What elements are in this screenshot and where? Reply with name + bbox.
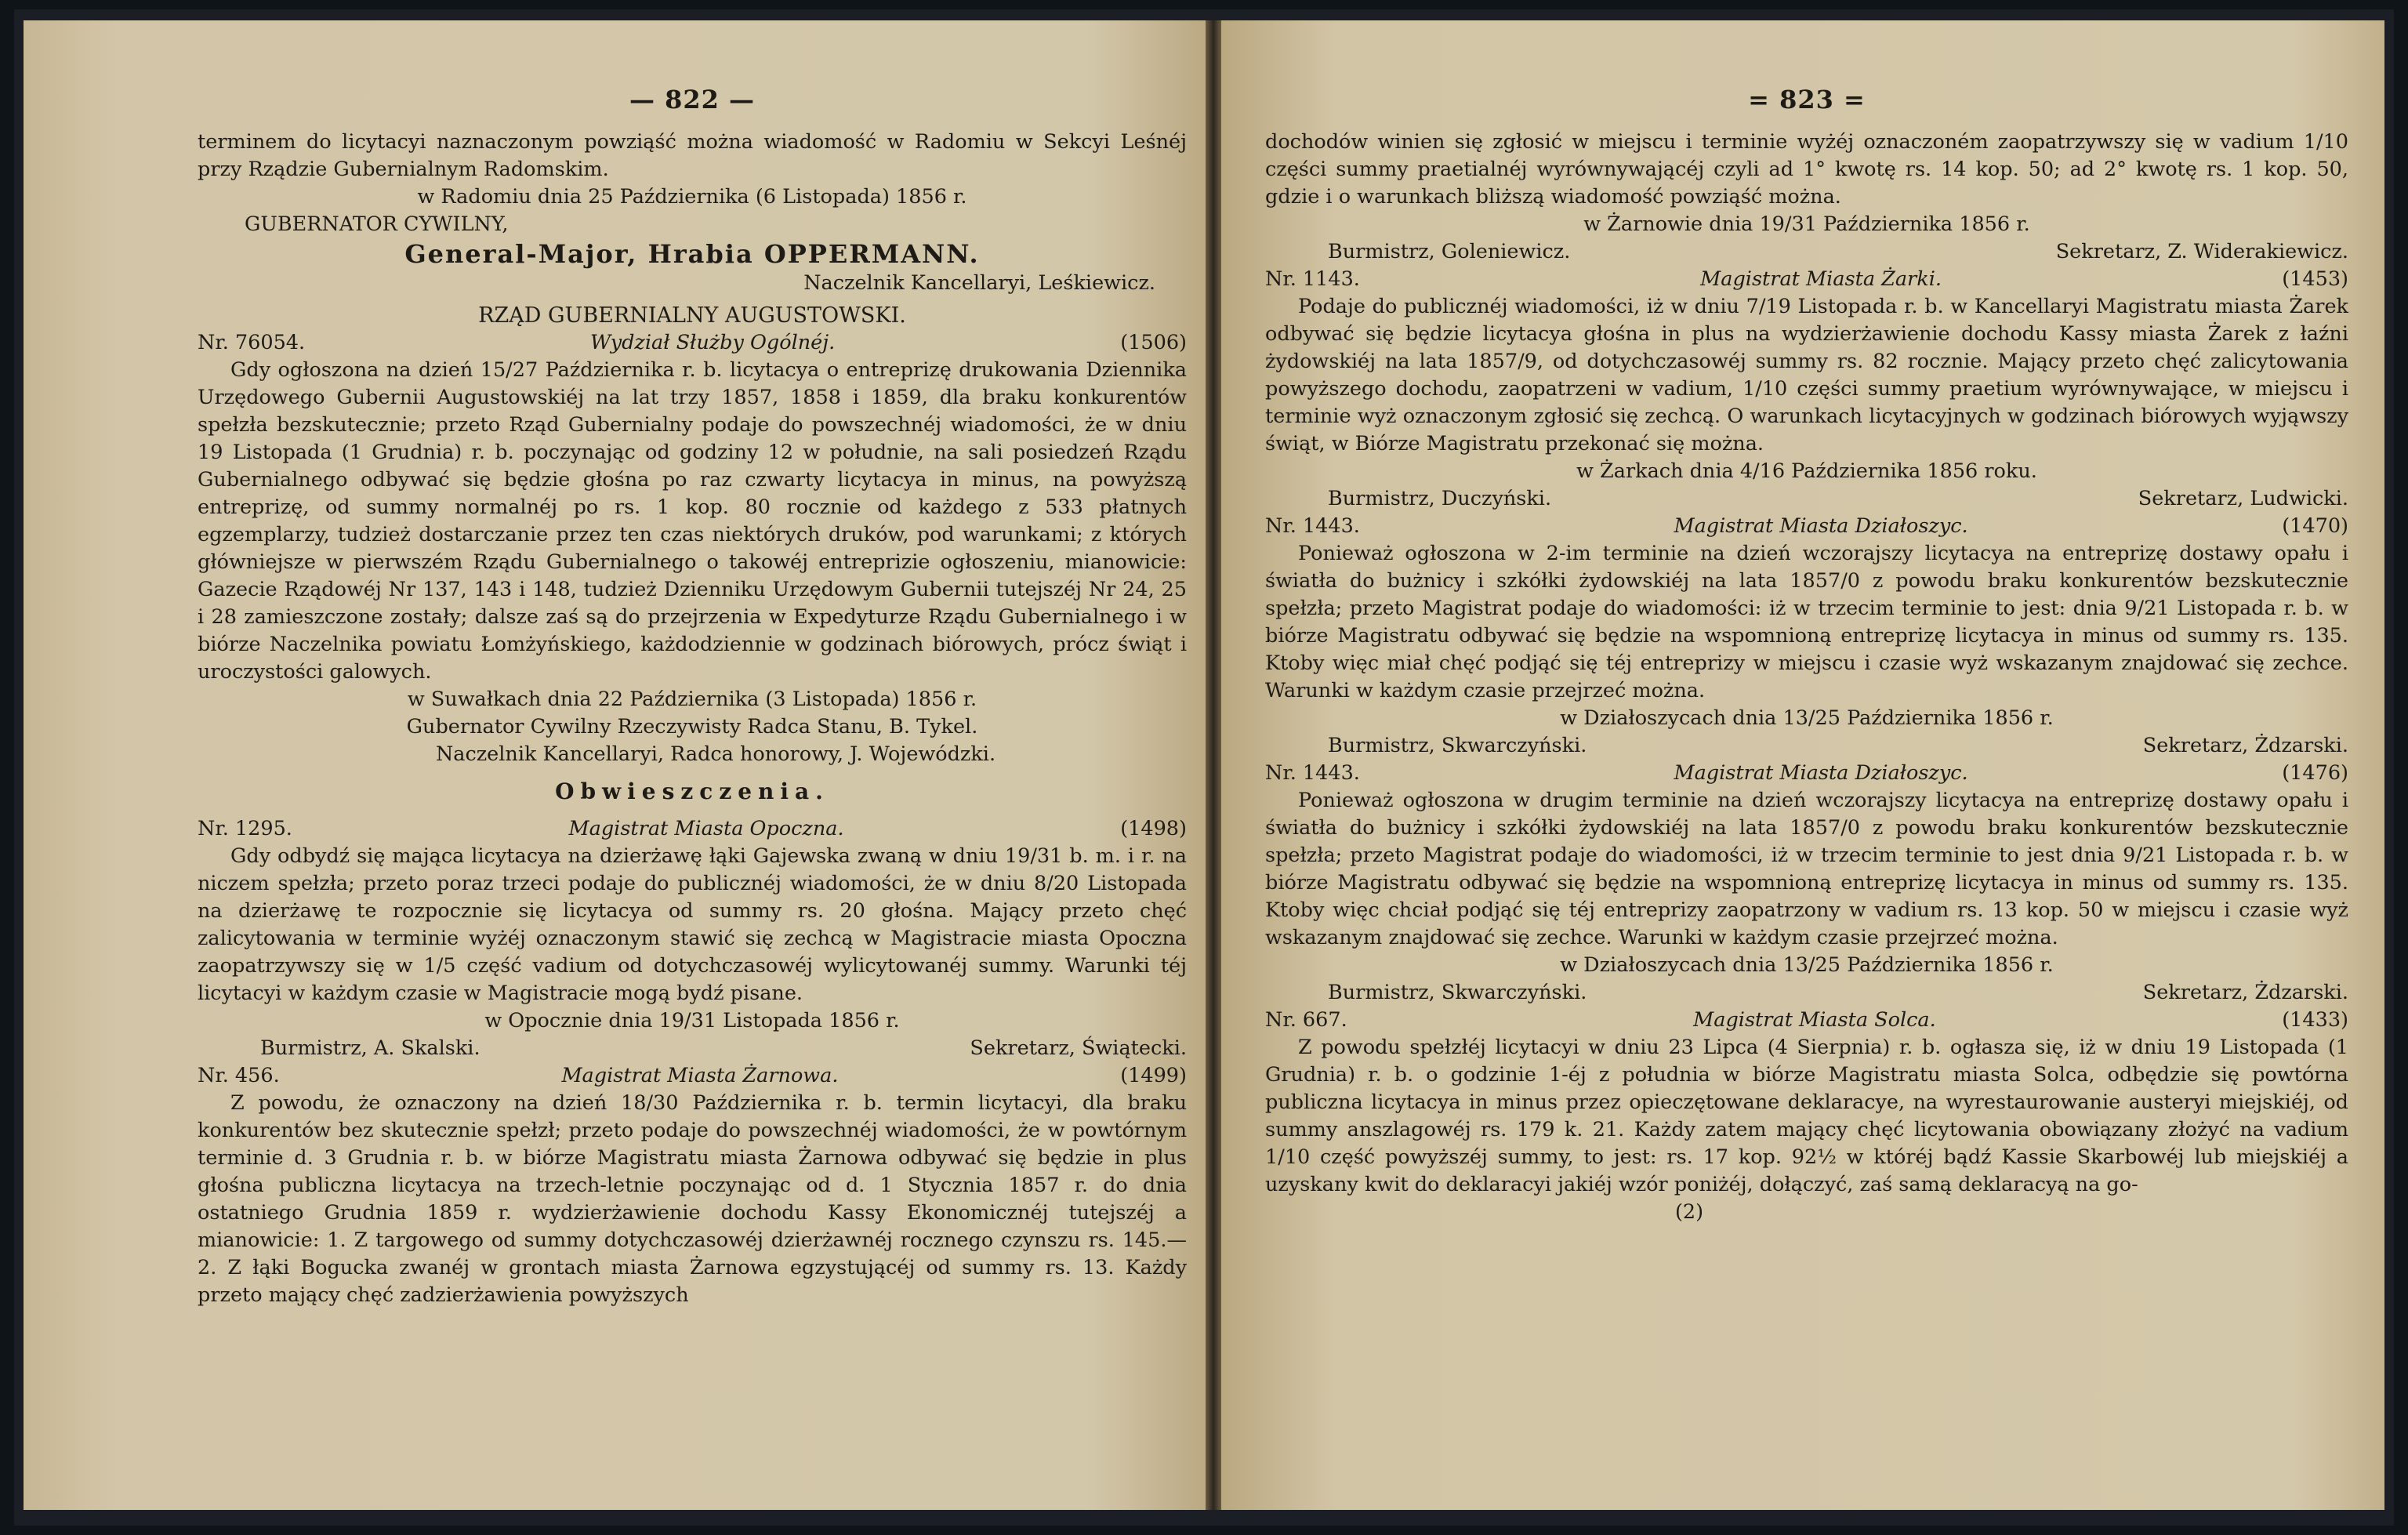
notice-number: Nr. 456. bbox=[198, 1064, 280, 1087]
notice-date-1470: w Działoszycach dnia 13/25 Października 1856 r. bbox=[1560, 706, 2054, 730]
notice-body-1453: Podaje do publicznéj wiadomości, iż w dniu 7/19 Listopada r. b. w Kancellaryi Magistratu miasta Żarek odbywać się będzie licytacya głośna in plus na wydzierżawienie dochodu Kassy miasta Żarek z łaźni żydowskiéj na lata 1857/9, od dotychczasowéj summy rs. 82 rocznie. Mający przeto chęć zalicytowania powyższego dochodu, zaopatrzeni w vadium, 1/10 części summy praetium wyrównywające, w miejscu i terminie wyż oznaczonym zgłosić się zechcą. O warunkach licytacyjnych w godzinach biórowych wyjąwszy świąt, w Biórze Magistratu przekonać się można. bbox=[1265, 295, 2348, 455]
notice-body-1470: Ponieważ ogłoszona w 2-im terminie na dzień wczorajszy licytacya na entreprizę dostawy opału i światła do bużnicy i szkółki żydowskiéj na lata 1857/0 z powodu braku konkurentów bezskutecznie spełzła; przeto Magistrat podaje do wiadomości: iż w trzecim terminie to jest: dnia 9/21 Listopada r. b. w biórze Magistratu odbywać się będzie na wspomnioną entreprizę licytacya in minus od summy rs. 135. Ktoby więc miał chęć podjąć się téj entreprizy w miejscu i czasie wyż wskazanym znajdować się zechce. Warunki w każdym czasie przejrzeć można. bbox=[1265, 542, 2348, 702]
notice-body-1499: Z powodu, że oznaczony na dzień 18/30 Października r. b. termin licytacyi, dla braku konkurentów bez skutecznie spełzł; przeto podaje do powszechnéj wiadomości, że w powtórnym terminie d. 3 Grudnia r. b. w biórze Magistratu miasta Żarnowa odbywać się będzie in plus głośna publiczna licytacya na trzech-letnie poczynając od d. 1 Stycznia 1857 r. do dnia ostatniego Grudnia 1859 r. wydzierżawienie dochodu Kassy Ekonomicznéj tutejszéj a mianowicie: 1. Z targowego od summy dotychczasowéj dzierżawnéj rocznego czynszu rs. 145.—2. Z łąki Bogucka zwanéj w grontach miasta Żarnowa egzystującéj od summy rs. 13. Każdy przeto mający chęć zadzierżawienia powyższych bbox=[198, 1091, 1187, 1307]
notice-sigs-1476 bbox=[1265, 979, 2348, 1007]
notice-code: (1498) bbox=[1120, 817, 1187, 840]
rzad-heading: RZĄD GUBERNIALNY AUGUSTOWSKI. bbox=[478, 303, 906, 328]
intro-sigs bbox=[1265, 238, 2348, 266]
notice-sigs-1453 bbox=[1265, 485, 2348, 513]
notice-dept: Magistrat Miasta Opoczna. bbox=[568, 817, 844, 840]
burmistrz: Burmistrz, Skwarczyński. bbox=[1328, 981, 1587, 1004]
notice-code: (1499) bbox=[1120, 1064, 1187, 1087]
notice-body-1476: Ponieważ ogłoszona w drugim terminie na dzień wczorajszy licytacya na entreprizę dostawy opału i światła do bużnicy i szkółki żydowskiéj na lata 1857/0 z powodu braku konkurentów bezskutecznie spełzła; przeto Magistrat podaje do wiadomości, iż w trzecim terminie to jest dnia 9/21 Listopada r. b. w biórze Magistratu odbywać się będzie na wspomnioną entreprizę licytacya in minus od summy rs. 135. Ktoby więc chciał podjąć się téj entreprizy zaopatrzony w vadium rs. 13 kop. 50 w miejscu i czasie wyż wskazanym znajdować się zechce. Warunki w każdym czasie przejrzeć można. bbox=[1265, 789, 2348, 949]
notice-body-1498: Gdy odbydź się mająca licytacya na dzierżawę łąki Gajewska zwaną w dniu 19/31 b. m. i r. na niczem spełzła; przeto poraz trzeci podaje do publicznéj wiadomości, że w dniu 8/20 Listopada na dzierżawę te rozpocznie się licytacya od summy rs. 20 głośna. Mający przeto chęć zalicytowania w terminie wyżéj oznaczonym stawić się zechcą w Magistracie miasta Opoczna zaopatrzywszy się w 1/5 część vadium od dotychczasowéj wylicytowanéj summy. Warunki téj licytacyi w każdym czasie w Magistracie mogą bydź pisane. bbox=[198, 844, 1187, 1005]
right-page bbox=[1221, 20, 2384, 1510]
governor-title: GUBERNATOR CYWILNY, bbox=[245, 212, 509, 236]
notice-number: Nr. 1443. bbox=[1265, 514, 1360, 538]
notice-body-1433: Z powodu spełzłéj licytacyi w dniu 23 Lipca (4 Sierpnia) r. b. ogłasza się, iż w dniu 19 Listopada (1 Grudnia) r. b. o godzinie 1-éj z południa w biórze Magistratu miasta Solca, odbędzie się powtórna publiczna licytacya in minus przez opieczętowane deklaracye, na wyrestaurowanie austeryi miejskiéj, od summy anszlagowéj rs. 179 k. 21. Każdy zatem mający chęć licytowania obowiązany złożyć na vadium 1/10 część powyższéj summy, to jest: rs. 17 kop. 92½ w któréj bądź Kassie Skarbowéj lub miejskiéj a uzyskany kwit do deklaracyi jakiéj wzór poniżéj, dołączyć, zaś samą deklaracyą na go- bbox=[1265, 1036, 2348, 1196]
notice-sig2-1506: Naczelnik Kancellaryi, Radca honorowy, J. Wojewódzki. bbox=[435, 742, 996, 766]
intro-text: dochodów winien się zgłosić w miejscu i terminie wyżéj oznaczoném zaopatrzywszy się w vadium 1/10 części summy praetialnéj wyrównywającéj czyli ad 1° kwotę rs. 14 kop. 50; ad 2° kwotę rs. 1 kop. 50, gdzie i o warunkach bliższą wiadomość powziąść można. bbox=[1265, 130, 2348, 209]
notice-sigs-1498 bbox=[198, 1035, 1187, 1062]
notice-head-1470 bbox=[1265, 513, 2348, 540]
governor-name: General-Major, Hrabia OPPERMANN. bbox=[404, 239, 980, 269]
notice-head-1498 bbox=[198, 815, 1187, 843]
notice-head-1476 bbox=[1265, 760, 2348, 787]
notice-date-1476: w Działoszycach dnia 13/25 Października 1856 r. bbox=[1560, 953, 2054, 977]
notice-sig1-1506: Gubernator Cywilny Rzeczywisty Radca Stanu, B. Tykel. bbox=[406, 715, 978, 738]
left-page bbox=[24, 20, 1206, 1510]
book-spread bbox=[14, 9, 2394, 1526]
notice-body-1506: Gdy ogłoszona na dzień 15/27 Października r. b. licytacya o entreprizę drukowania Dziennika Urzędowego Gubernii Augustowskiéj na lat trzy 1857, 1858 i 1859, dla braku konkurentów spełzła bezskutecznie; przeto Rząd Gubernialny podaje do powszechnéj wiadomości, że w dniu 19 Listopada (1 Grudnia) r. b. poczynając od godziny 12 w południe, na sali posiedzeń Rządu Gubernialnego odbywać się będzie głośna po raz czwarty licytacya in minus, na powyższą entreprizę, od summy normalnéj po rs. 1 kop. 80 rocznie od każdego z 533 płatnych egzemplarzy, tudzież dostarczanie przez ten czas niektórych druków, pod warunkami; z których główniejsze w pierwszém Rządu Gubernialnego o takowéj entreprizie ogłoszeniu, mianowicie: Gazecie Rządowéj Nr 137, 143 i 148, tudzież Dzienniku Urzędowym Gubernii tutejszéj Nr 24, 25 i 28 zamieszczone zostały; dalsze zaś są do przejrzenia w Expedyturze Rządu Gubernialnego i w biórze Naczelnika powiatu Łomżyńskiego, każdodziennie w godzinach biórowych, prócz świąt i uroczystości galowych. bbox=[198, 358, 1187, 684]
notice-date-1498: w Opocznie dnia 19/31 Listopada 1856 r. bbox=[484, 1009, 900, 1032]
burmistrz: Burmistrz, A. Skalski. bbox=[260, 1036, 481, 1060]
notice-code: (1433) bbox=[2282, 1008, 2348, 1032]
notice-number: Nr. 1295. bbox=[198, 817, 292, 840]
intro-date: w Radomiu dnia 25 Października (6 Listopada) 1856 r. bbox=[417, 185, 967, 209]
notice-dept: Magistrat Miasta Żarki. bbox=[1700, 267, 1942, 291]
sekretarz: Sekretarz, Świątecki. bbox=[970, 1036, 1187, 1060]
intro-date: w Żarnowie dnia 19/31 Października 1856 r. bbox=[1583, 212, 2030, 236]
notice-number: Nr. 1443. bbox=[1265, 761, 1360, 785]
section-heading: Obwieszczenia. bbox=[555, 778, 829, 804]
notice-dept: Magistrat Miasta Działoszyc. bbox=[1674, 761, 1968, 785]
notice-dept: Wydział Służby Ogólnéj. bbox=[590, 331, 836, 354]
book-gutter bbox=[1206, 20, 1221, 1510]
notice-head-1499 bbox=[198, 1062, 1187, 1090]
notice-date-1453: w Żarkach dnia 4/16 Października 1856 roku. bbox=[1576, 459, 2037, 483]
notice-number: Nr. 667. bbox=[1265, 1008, 1347, 1032]
notice-head-1506 bbox=[198, 329, 1187, 357]
notice-number: Nr. 1143. bbox=[1265, 267, 1360, 291]
notice-date-1506: w Suwałkach dnia 22 Października (3 Listopada) 1856 r. bbox=[407, 688, 977, 711]
notice-head-1433 bbox=[1265, 1007, 2348, 1034]
notice-sigs-1470 bbox=[1265, 732, 2348, 760]
sekretarz: Sekretarz, Żdzarski. bbox=[2142, 981, 2348, 1004]
notice-code: (1470) bbox=[2282, 514, 2348, 538]
notice-code: (1506) bbox=[1120, 331, 1187, 354]
right-page-number: = 823 = bbox=[1748, 85, 1866, 114]
notice-code: (1453) bbox=[2282, 267, 2348, 291]
notice-dept: Magistrat Miasta Solca. bbox=[1693, 1008, 1936, 1032]
sekretarz: Sekretarz, Ludwicki. bbox=[2138, 487, 2348, 510]
burmistrz: Burmistrz, Skwarczyński. bbox=[1328, 734, 1587, 757]
sekretarz: Sekretarz, Z. Widerakiewicz. bbox=[2055, 240, 2348, 263]
left-page-number: — 822 — bbox=[629, 85, 756, 114]
notice-dept: Magistrat Miasta Działoszyc. bbox=[1674, 514, 1968, 538]
signature-mark: (2) bbox=[1674, 1200, 1704, 1224]
sekretarz: Sekretarz, Żdzarski. bbox=[2142, 734, 2348, 757]
chancellery-signature: Naczelnik Kancellaryi, Leśkiewicz. bbox=[803, 271, 1155, 295]
intro-text: terminem do licytacyi naznaczonym powziąść można wiadomość w Radomiu w Sekcyi Leśnéj przy Rządzie Gubernialnym Radomskim. bbox=[198, 130, 1187, 181]
notice-dept: Magistrat Miasta Żarnowa. bbox=[561, 1064, 839, 1087]
notice-code: (1476) bbox=[2282, 761, 2348, 785]
notice-number: Nr. 76054. bbox=[198, 331, 306, 354]
burmistrz: Burmistrz, Duczyński. bbox=[1328, 487, 1552, 510]
burmistrz: Burmistrz, Goleniewicz. bbox=[1328, 240, 1571, 263]
notice-head-1453 bbox=[1265, 266, 2348, 293]
